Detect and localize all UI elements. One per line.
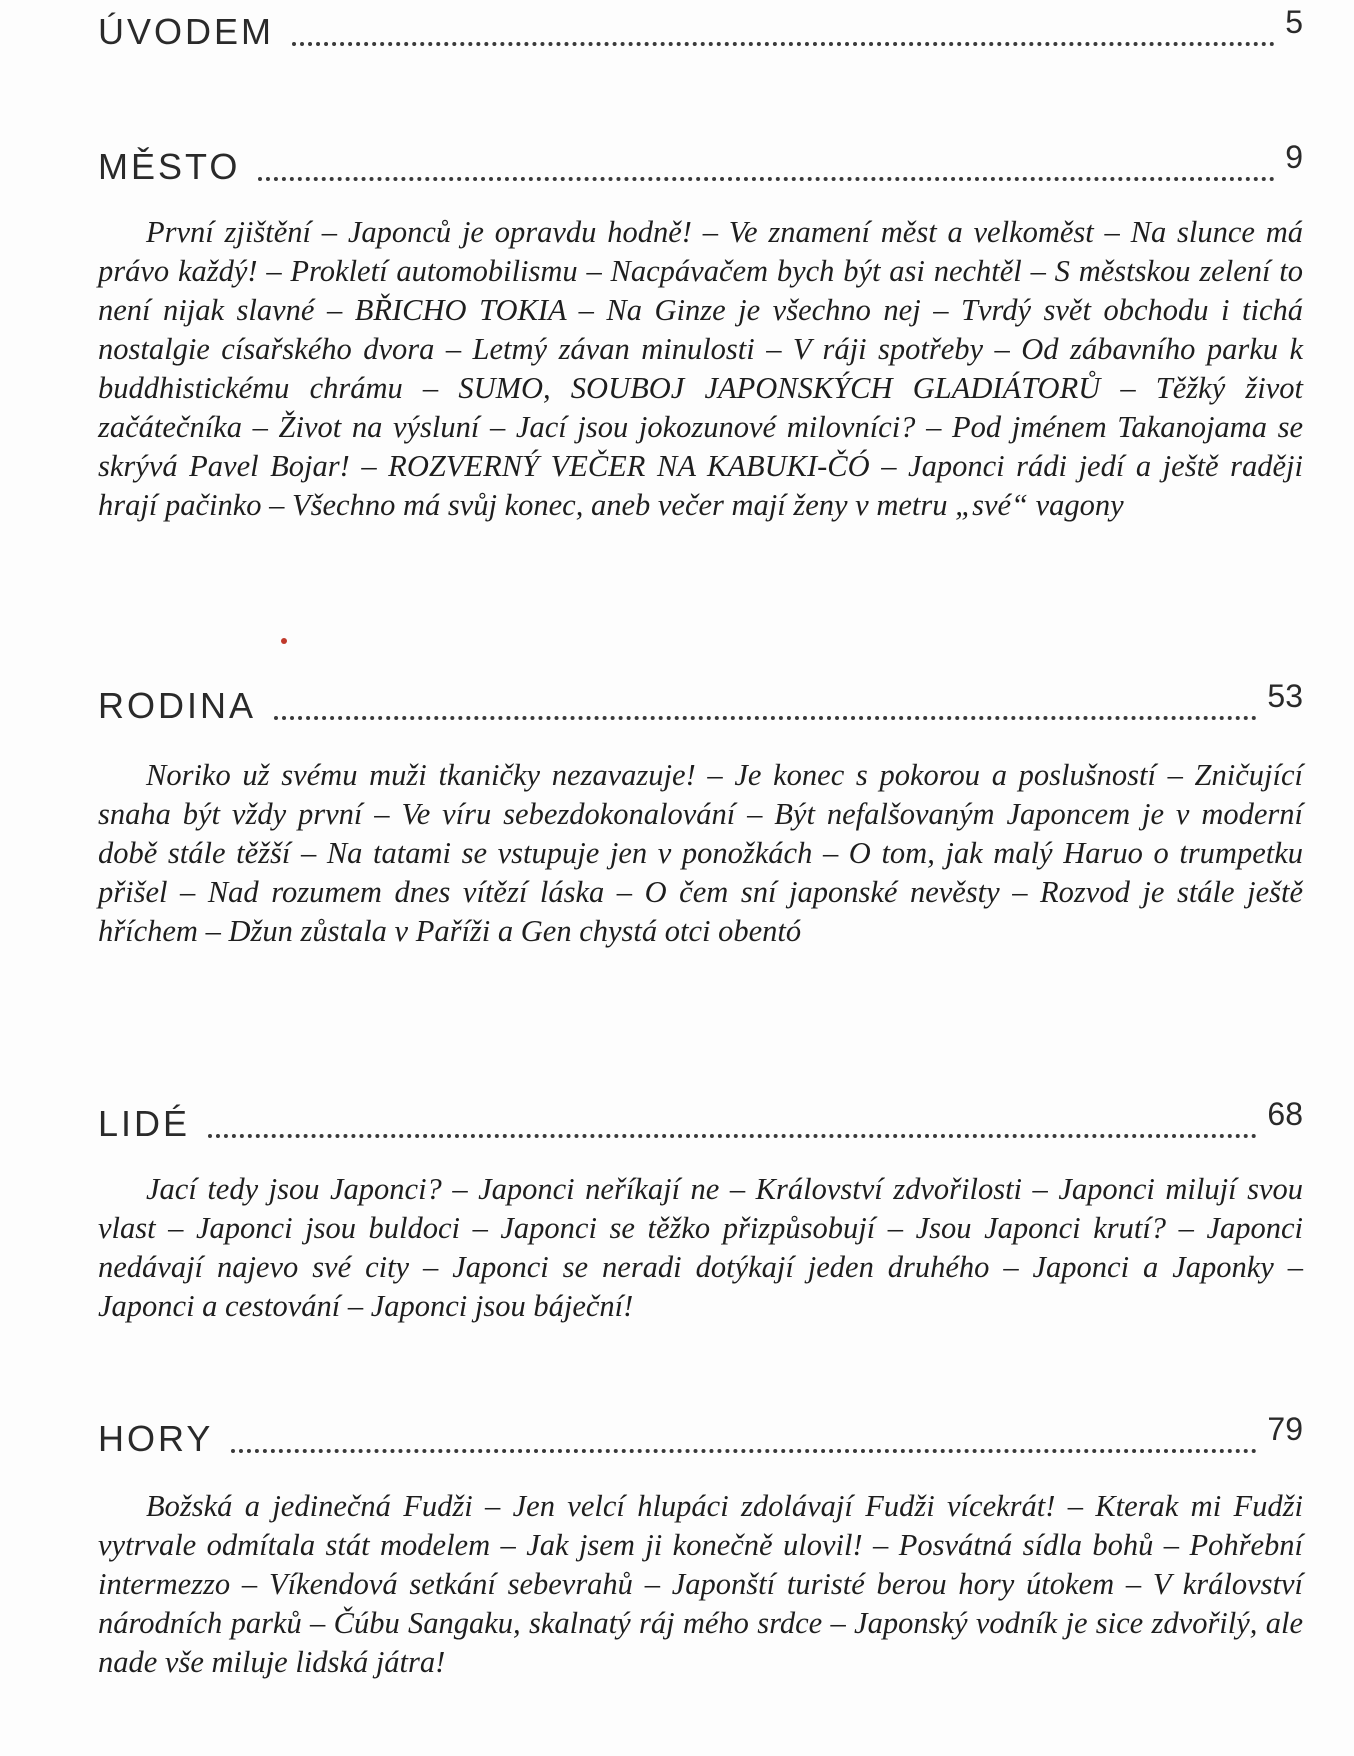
section-summary: Jací tedy jsou Japonci? – Japonci neříkají ne – Království zdvořilosti – Japonci milují svou vlast – Japonci jsou buldoci – Japonci se těžko přizpůsobují – Jsou Japonci krutí? – Japonci nedávají najevo své city – Japonci se neradi dotýkají jeden druhého – Japonci a Japonky – Japonci a cestování – Japonci jsou báječní! <box>98 1172 1303 1323</box>
page-number: 68 <box>1267 1096 1303 1132</box>
toc-heading[interactable] <box>98 141 1303 185</box>
section-title: HORY <box>98 1418 214 1459</box>
section-title: RODINA <box>98 685 257 726</box>
toc-heading[interactable] <box>98 1413 1303 1457</box>
page-number: 5 <box>1285 4 1303 40</box>
page-number: 53 <box>1267 678 1303 714</box>
section-title: MĚSTO <box>98 146 241 187</box>
dot-leader <box>274 716 1257 720</box>
section-title: ÚVODEM <box>98 11 275 52</box>
section-summary: Božská a jedinečná Fudži – Jen velcí hlupáci zdolávají Fudži vícekrát! – Kterak mi Fudži vytrvale odmítala stát modelem – Jak jsem ji konečně ulovil! – Posvátná sídla bohů – Pohřební intermezzo – Víkendová setkání sebevrahů – Japonští turisté berou hory útokem – V království národních parků – Čúbu Sangaku, skalnatý ráj mého srdce – Japonský vodník je sice zdvořilý, ale nade vše miluje lidská játra! <box>98 1489 1303 1679</box>
section-summary: První zjištění – Japonců je opravdu hodně! – Ve znamení měst a velkoměst – Na slunce má právo každý! – Prokletí automobilismu – Nacpávačem bych být asi nechtěl – S městskou zelení to není nijak slavné – BŘICHO TOKIA – Na Ginze je všechno nej – Tvrdý svět obchodu i tichá nostalgie císařského dvora – Letmý závan minulosti – V ráji spotřeby – Od zábavního parku k buddhistickému chrámu – SUMO, SOUBOJ JAPONSKÝCH GLADIÁTORŮ – Těžký život začátečníka – Život na výsluní – Jací jsou jokozunové milovníci? – Pod jménem Takanojama se skrývá Pavel Bojar! – ROZVERNÝ VEČER NA KABUKI-ČÓ – Japonci rádi jedí a ještě raději hrají pačinko – Všechno má svůj konec, aneb večer mají ženy v metru „své“ vagony <box>98 215 1303 522</box>
dot-leader <box>258 177 1275 181</box>
dot-leader <box>292 42 1275 46</box>
dot-leader <box>208 1134 1257 1138</box>
toc-heading[interactable] <box>98 6 1303 50</box>
page-number: 79 <box>1267 1411 1303 1447</box>
toc-section-lide <box>98 1098 1303 1326</box>
ink-spot <box>281 638 287 644</box>
toc-section-uvodem <box>98 6 1303 50</box>
section-title: LIDÉ <box>98 1103 191 1144</box>
toc-section-hory <box>98 1413 1303 1682</box>
toc-heading[interactable] <box>98 680 1303 724</box>
toc-heading[interactable] <box>98 1098 1303 1142</box>
toc-section-rodina <box>98 680 1303 951</box>
dot-leader <box>231 1449 1257 1453</box>
section-summary: Noriko už svému muži tkaničky nezavazuje! – Je konec s pokorou a poslušností – Zničující snaha být vždy první – Ve víru sebezdokonalování – Být nefalšovaným Japoncem je v moderní době stále těžší – Na tatami se vstupuje jen v ponožkách – O tom, jak malý Haruo o trumpetku přišel – Nad rozumem dnes vítězí láska – O čem sní japonské nevěsty – Rozvod je stále ještě hříchem – Džun zůstala v Paříži a Gen chystá otci obentó <box>98 758 1303 948</box>
toc-section-mesto <box>98 141 1303 525</box>
page-number: 9 <box>1285 139 1303 175</box>
